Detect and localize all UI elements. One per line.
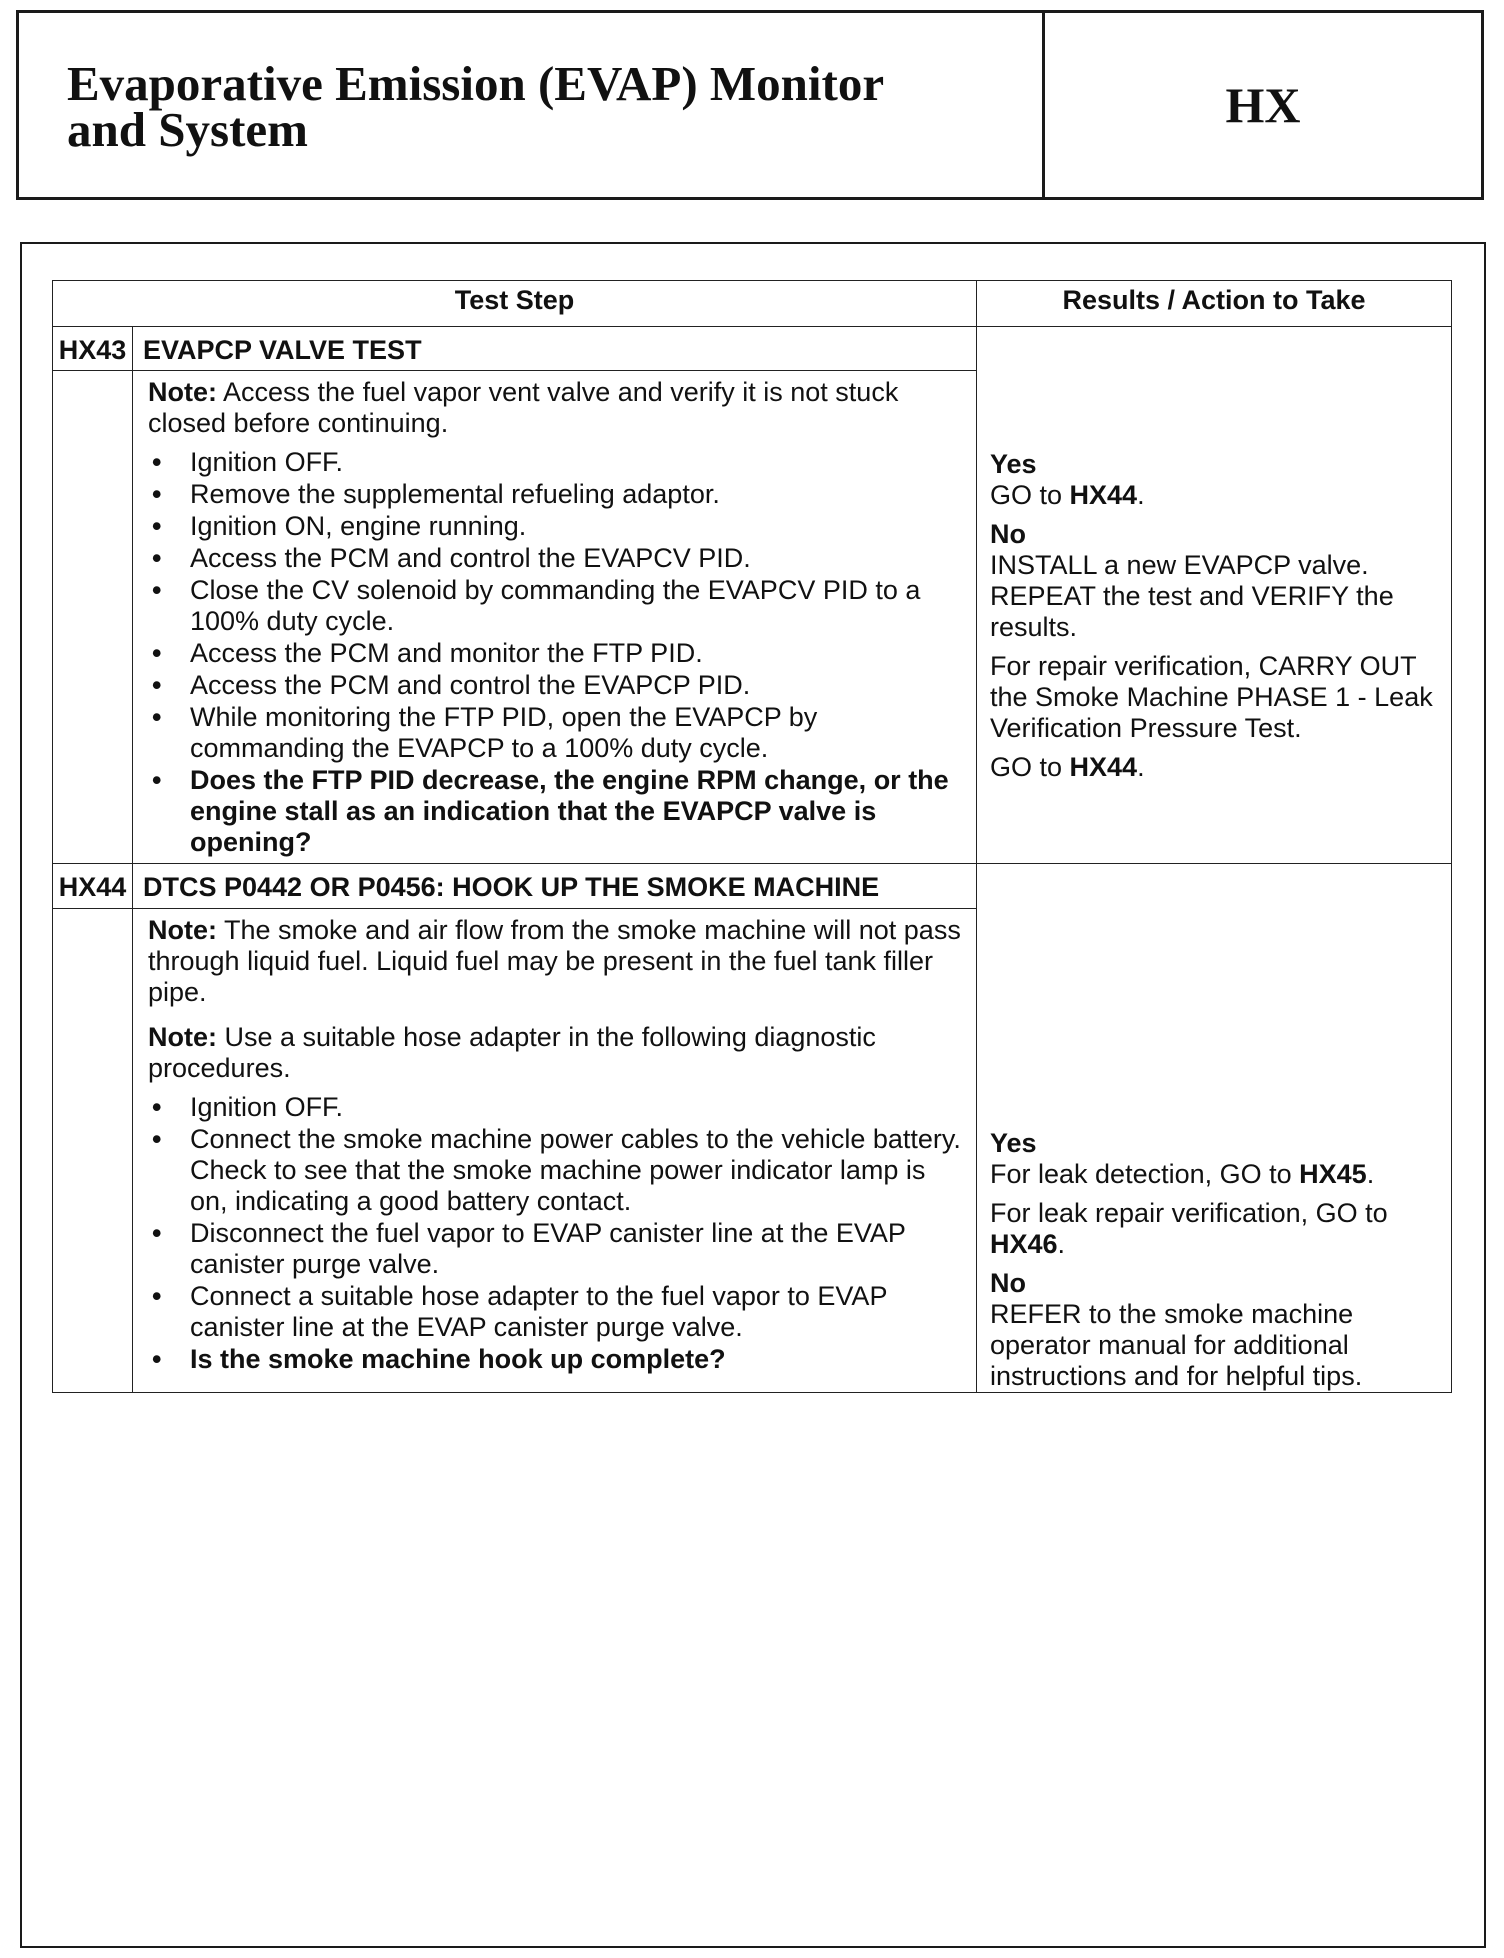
blank-cell [53,909,133,1393]
column-header-results: Results / Action to Take [977,281,1452,327]
list-item: • Ignition OFF. [148,1092,962,1123]
list-item: • Close the CV solenoid by commanding the EVAPCV PID to a 100% duty cycle. [148,575,962,637]
note: Note: The smoke and air flow from the smoke machine will not pass through liquid fuel. Liquid fuel may be present in the fuel tank filler pipe. [148,915,961,1008]
step-ref: HX46 [990,1229,1058,1259]
no-label: No [990,1268,1026,1298]
step-results [977,327,1452,864]
yes-label: Yes [990,449,1037,479]
note: Note: Use a suitable hose adapter in the following diagnostic procedures. [148,1022,876,1084]
page-title [19,13,1045,197]
step-results [977,864,1452,1393]
result-line: REFER to the smoke machine operator manual for additional instructions and for helpful tips. [990,1299,1363,1391]
list-item: • Disconnect the fuel vapor to EVAP canister line at the EVAP canister purge valve. [148,1218,962,1280]
step-code: HX43 [53,327,133,371]
step-code: HX44 [53,864,133,909]
result-line: For repair verification, CARRY OUT the Smoke Machine PHASE 1 - Leak Verification Pressure Test. [990,651,1433,743]
list-item-question: • Is the smoke machine hook up complete? [148,1344,962,1375]
list-item: • Ignition ON, engine running. [148,511,962,542]
page-header [16,10,1484,200]
column-header-test-step: Test Step [53,281,977,327]
step-body [133,909,977,1393]
step-title: EVAPCP VALVE TEST [133,327,977,371]
title-line-1: Evaporative Emission (EVAP) Monitor [67,56,885,111]
step-ref: HX44 [1069,752,1138,782]
table-header-row [53,281,1452,327]
list-item: • Access the PCM and control the EVAPCV PID. [148,543,962,574]
test-step-table [52,280,1452,1393]
list-item-question: • Does the FTP PID decrease, the engine RPM change, or the engine stall as an indication that the EVAPCP valve is opening? [148,765,962,858]
result-line: INSTALL a new EVAPCP valve. REPEAT the test and VERIFY the results. [990,550,1394,642]
list-item: • Remove the supplemental refueling adaptor. [148,479,962,510]
title-line-2: and System [67,102,308,157]
list-item: • Access the PCM and control the EVAPCP PID. [148,670,962,701]
step-title-row [53,864,1452,909]
note: Note: Access the fuel vapor vent valve and verify it is not stuck closed before continuing. [148,377,899,438]
result-line: GO to HX44. [990,480,1145,510]
step-ref: HX44 [1069,480,1138,510]
list-item: • Ignition OFF. [148,447,962,478]
bullet-list [148,1092,962,1375]
no-label: No [990,519,1026,549]
step-title: DTCS P0442 OR P0456: HOOK UP THE SMOKE MACHINE [133,864,977,909]
blank-cell [53,371,133,864]
list-item: • Connect the smoke machine power cables to the vehicle battery. Check to see that the smoke machine power indicator lamp is on, indicating a good battery contact. [148,1124,962,1217]
step-body [133,371,977,864]
list-item: • Connect a suitable hose adapter to the fuel vapor to EVAP canister line at the EVAP canister purge valve. [148,1281,962,1343]
bullet-list [148,447,962,858]
list-item: • While monitoring the FTP PID, open the EVAPCP by commanding the EVAPCP to a 100% duty cycle. [148,702,962,764]
step-ref: HX45 [1299,1159,1367,1189]
list-item: • Access the PCM and monitor the FTP PID. [148,638,962,669]
result-line: GO to HX44. [990,752,1145,782]
step-title-row [53,327,1452,371]
section-code: HX [1225,77,1301,133]
result-line: For leak detection, GO to HX45. [990,1159,1375,1189]
yes-label: Yes [990,1128,1037,1158]
result-line: For leak repair verification, GO to HX46. [990,1198,1388,1259]
